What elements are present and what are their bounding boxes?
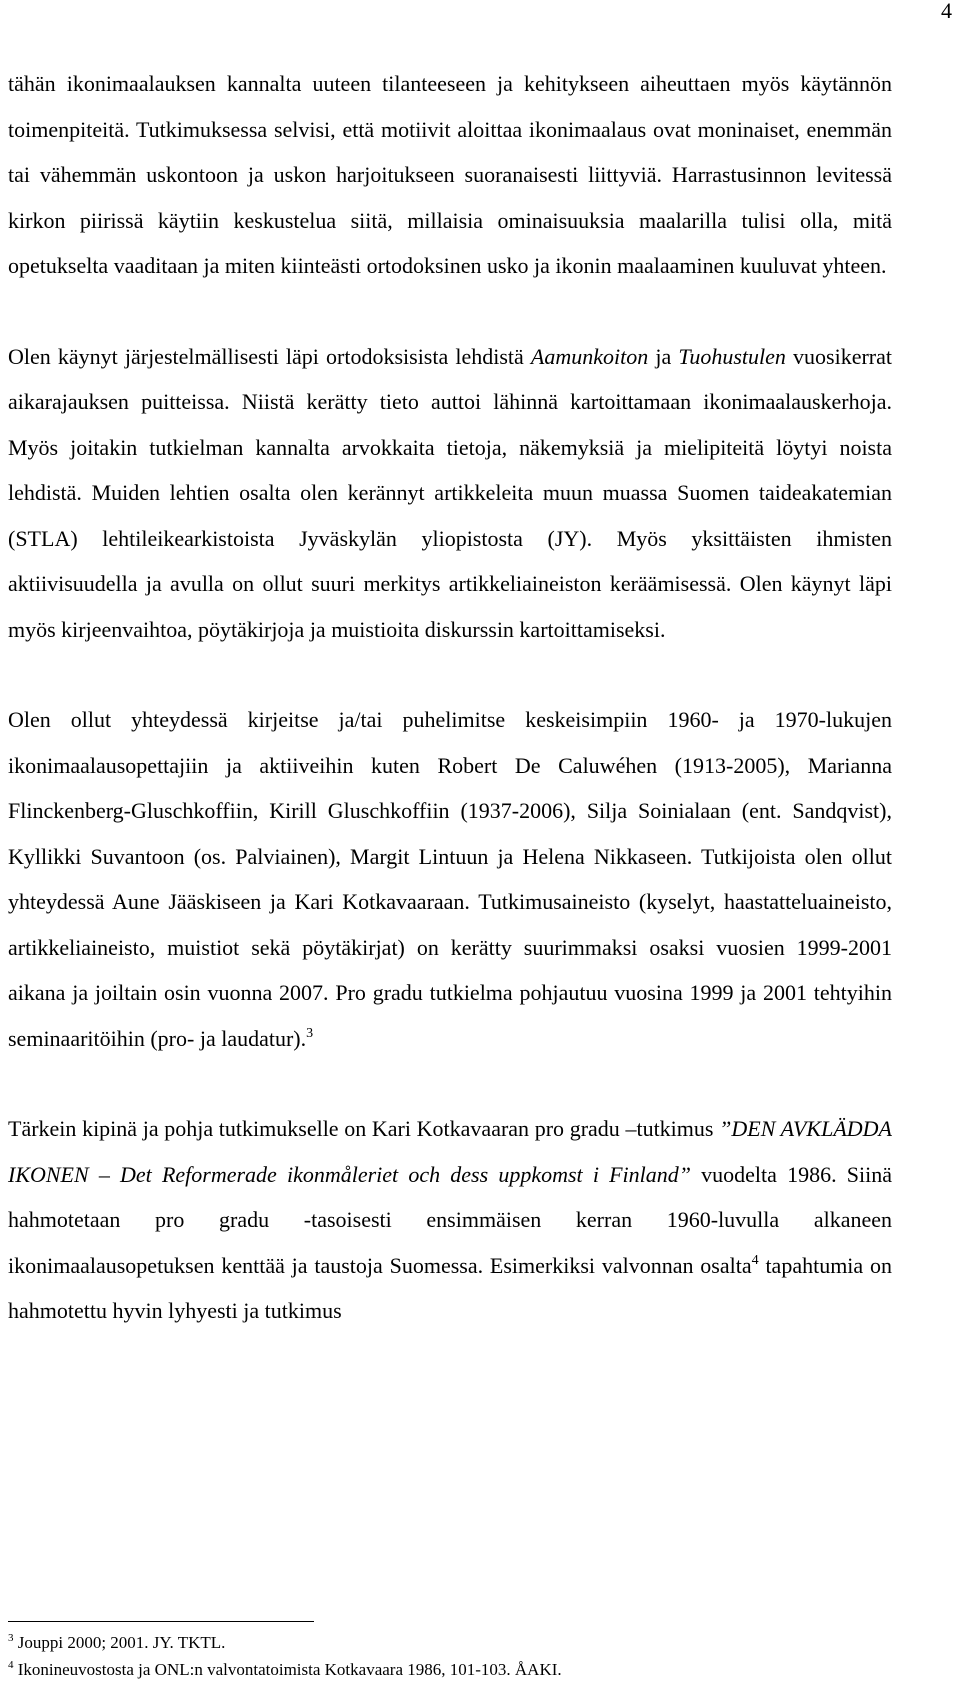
paragraph-3 bbox=[8, 697, 892, 1061]
italic-text: Aamunkoiton bbox=[530, 343, 649, 369]
paragraph-2 bbox=[8, 334, 892, 653]
text-run: Olen käynyt järjestelmällisesti läpi ortodoksisista lehdistä bbox=[8, 343, 531, 369]
footnote-3 bbox=[8, 1629, 892, 1656]
text-run: ja bbox=[648, 343, 679, 369]
italic-text: ”DEN AVKLÄDDA IKONEN – Det Reformerade ikonmåleriet och dess uppkomst i Finland” bbox=[8, 1116, 892, 1187]
text-run: tähän ikonimaalauksen kannalta uuteen tilanteeseen ja kehitykseen aiheuttaen myös käytännön toimenpiteitä. Tutkimuksessa selvisi, että motiivit aloittaa ikonimaalaus ovat moninaiset, enemmän tai vähemmän uskontoon ja uskon harjoitukseen suoranaisesti liittyviä. Harrastusinnon levitessä kirkon piirissä käytiin keskustelua siitä, millaisia ominaisuuksia maalarilla tulisi olla, mitä opetukselta vaaditaan ja miten kiinteästi ortodoksinen usko ja ikonin maalaaminen kuuluvat yhteen. bbox=[8, 71, 892, 278]
paragraph-1 bbox=[8, 61, 892, 289]
footnote-number: 3 bbox=[8, 1632, 14, 1644]
footnote-number: 4 bbox=[8, 1659, 14, 1671]
footnote-text: Ikonineuvostosta ja ONL:n valvontatoimista Kotkavaara 1986, 101-103. ÅAKI. bbox=[13, 1660, 562, 1679]
text-run: Olen ollut yhteydessä kirjeitse ja/tai puhelimitse keskeisimpiin 1960- ja 1970-lukujen ikonimaalausopettajiin ja aktiiveihin kuten Robert De Caluwéhen (1913-2005), Marianna Flinckenberg-Gluschkoffiin, Kirill Gluschkoffiin (1937-2006), Silja Soinialaan (ent. Sandqvist), Kyllikki Suvantoon (os. Palviainen), Margit Lintuun ja Helena Nikkaseen. Tutkijoista olen ollut yhteydessä Aune Jääskiseen ja Kari Kotkavaaraan. Tutkimusaineisto (kyselyt, haastatteluaineisto, artikkeliaineisto, muistiot sekä pöytäkirjat) on kerätty suurimmaksi osaksi vuosien 1999-2001 aikana ja joiltain osin vuonna 2007. Pro gradu tutkielma pohjautuu vuosina 1999 ja 2001 tehtyihin seminaaritöihin (pro- ja laudatur). bbox=[8, 707, 892, 1051]
footnote-text: Jouppi 2000; 2001. JY. TKTL. bbox=[13, 1633, 226, 1652]
footnote-divider bbox=[8, 1621, 314, 1622]
footnotes bbox=[8, 1629, 892, 1683]
text-run: Tärkein kipinä ja pohja tutkimukselle on Kari Kotkavaaran pro gradu –tutkimus bbox=[8, 1116, 720, 1141]
text-run: vuodelta 1986. Siinä hahmotetaan pro gradu -tasoisesti ensimmäisen kerran 1960-luvulla alkaneen ikonimaalausopetuksen kenttää ja taustoja Suomessa. Esimerkiksi valvonnan osalta bbox=[8, 1161, 892, 1278]
body-text bbox=[8, 61, 892, 1334]
paragraph-4 bbox=[8, 1106, 892, 1334]
footnote-4 bbox=[8, 1656, 892, 1683]
footnote-marker: 4 bbox=[751, 1252, 759, 1268]
text-run: vuosikerrat aikarajauksen puitteissa. Niistä kerätty tieto auttoi lähinnä kartoittamaan ikonimaalauskerhoja. Myös joitakin tutkielman kannalta arvokkaita tietoja, näkemyksiä ja mielipiteitä löytyi noista lehdistä. Muiden lehtien osalta olen kerännyt artikkeleita muun muassa Suomen taideakatemian (STLA) lehtileikearkistoista Jyväskylän yliopistosta (JY). Myös yksittäisten ihmisten aktiivisuudella ja avulla on ollut suuri merkitys artikkeliaineiston keräämisessä. Olen käynyt läpi myös kirjeenvaihtoa, pöytäkirjoja ja muistioita diskurssin kartoittamiseksi. bbox=[8, 343, 892, 642]
italic-text: Tuohustulen bbox=[678, 343, 786, 369]
footnote-marker: 3 bbox=[306, 1025, 314, 1041]
text-run: tapahtumia on hahmotettu hyvin lyhyesti ja tutkimus bbox=[8, 1252, 893, 1323]
page-number: 4 bbox=[941, 0, 952, 23]
